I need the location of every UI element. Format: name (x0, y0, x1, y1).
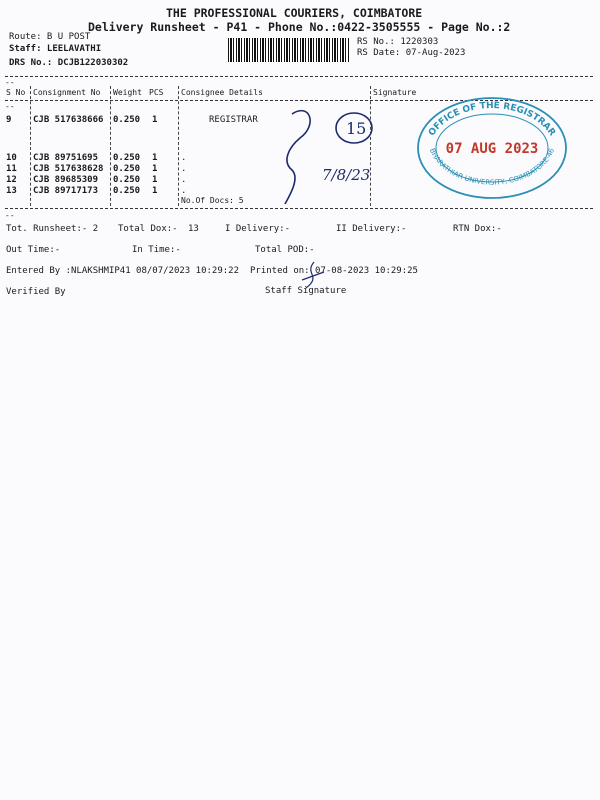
col-sno: S No (6, 88, 26, 97)
row-details: . (181, 153, 187, 163)
i-delivery: I Delivery:- (225, 224, 291, 234)
in-time: In Time:- (132, 245, 181, 255)
row-pcs: 1 (152, 164, 158, 174)
signature-number: 15 (346, 119, 367, 138)
col-consignment: Consignment No (33, 88, 101, 97)
row-pcs: 1 (152, 186, 158, 196)
row-sno: 10 (6, 153, 17, 163)
staff-label: Staff: LEELAVATHI (9, 44, 102, 54)
row-consignment: CJB 89717173 (33, 186, 99, 196)
barcode-image (228, 38, 350, 62)
svg-text:OFFICE OF THE REGISTRAR (427, 101, 557, 138)
rs-date: RS Date: 07-Aug-2023 (357, 48, 466, 58)
route-label: Route: B U POST (9, 32, 91, 42)
col-separator (110, 86, 111, 206)
col-signature: Signature (373, 88, 417, 97)
verified-by: Verified By (6, 287, 66, 297)
divider-top (5, 76, 593, 77)
row-consignment: CJB 89685309 (33, 175, 99, 185)
total-dox-value: 13 (188, 224, 199, 234)
row-details: REGISTRAR (209, 115, 258, 125)
col-weight: Weight (113, 88, 142, 97)
row-weight: 0.250 (113, 186, 141, 196)
total-pod: Total POD:- (255, 245, 315, 255)
row-sno: 13 (6, 186, 17, 196)
col-consignee: Consignee Details (181, 88, 263, 97)
runsheet-title: Delivery Runsheet - P41 - Phone No.:0422-3505555 - Page No.:2 (88, 20, 511, 34)
col-separator (30, 86, 31, 206)
staff-signature-scribble (296, 258, 330, 296)
row-details: . (181, 164, 187, 174)
row-consignment: CJB 517638666 (33, 115, 104, 125)
divider-mark: -- (5, 102, 15, 111)
row-pcs: 1 (152, 115, 158, 125)
row-pcs: 1 (152, 153, 158, 163)
rtn-dox: RTN Dox:- (453, 224, 502, 234)
rs-number: RS No.: 1220303 (357, 37, 439, 47)
registrar-stamp (414, 92, 570, 200)
signature-date: 7/8/23 (322, 166, 371, 184)
row-sno: 9 (6, 115, 12, 125)
col-separator (178, 86, 179, 206)
row-details: . (181, 175, 187, 185)
row-consignment: CJB 89751695 (33, 153, 99, 163)
out-time: Out Time:- (6, 245, 61, 255)
total-dox-label: Total Dox:- (118, 224, 178, 234)
row-details: . (181, 186, 187, 196)
company-title: THE PROFESSIONAL COURIERS, COIMBATORE (166, 6, 423, 20)
row-weight: 0.250 (113, 164, 141, 174)
no-of-docs: No.Of Docs: 5 (181, 196, 244, 205)
row-pcs: 1 (152, 175, 158, 185)
row-sno: 12 (6, 175, 17, 185)
entered-by: Entered By :NLAKSHMIP41 08/07/2023 10:29:22 (6, 266, 239, 276)
row-weight: 0.250 (113, 175, 141, 185)
divider-mark: -- (5, 78, 15, 87)
tot-runsheet: Tot. Runsheet:- 2 (6, 224, 99, 234)
stamp-top-text: OFFICE OF THE REGISTRAR (427, 100, 557, 138)
col-pcs: PCS (149, 88, 164, 97)
stamp-bottom-text: BHARATHIAR UNIVERSITY, COIMBATORE-46 (427, 147, 557, 187)
ii-delivery: II Delivery:- (336, 224, 407, 234)
row-weight: 0.250 (113, 115, 141, 125)
drs-number: DRS No.: DCJB122030302 (9, 58, 129, 68)
printed-on: Printed on: 07-08-2023 10:29:25 (250, 266, 418, 276)
row-weight: 0.250 (113, 153, 141, 163)
divider-mark: -- (5, 211, 15, 220)
stamp-date: 07 AUG 2023 (445, 141, 539, 157)
handwritten-signature (270, 100, 410, 210)
row-sno: 11 (6, 164, 17, 174)
row-consignment: CJB 517638628 (33, 164, 104, 174)
staff-signature-label: Staff Signature (265, 286, 347, 296)
